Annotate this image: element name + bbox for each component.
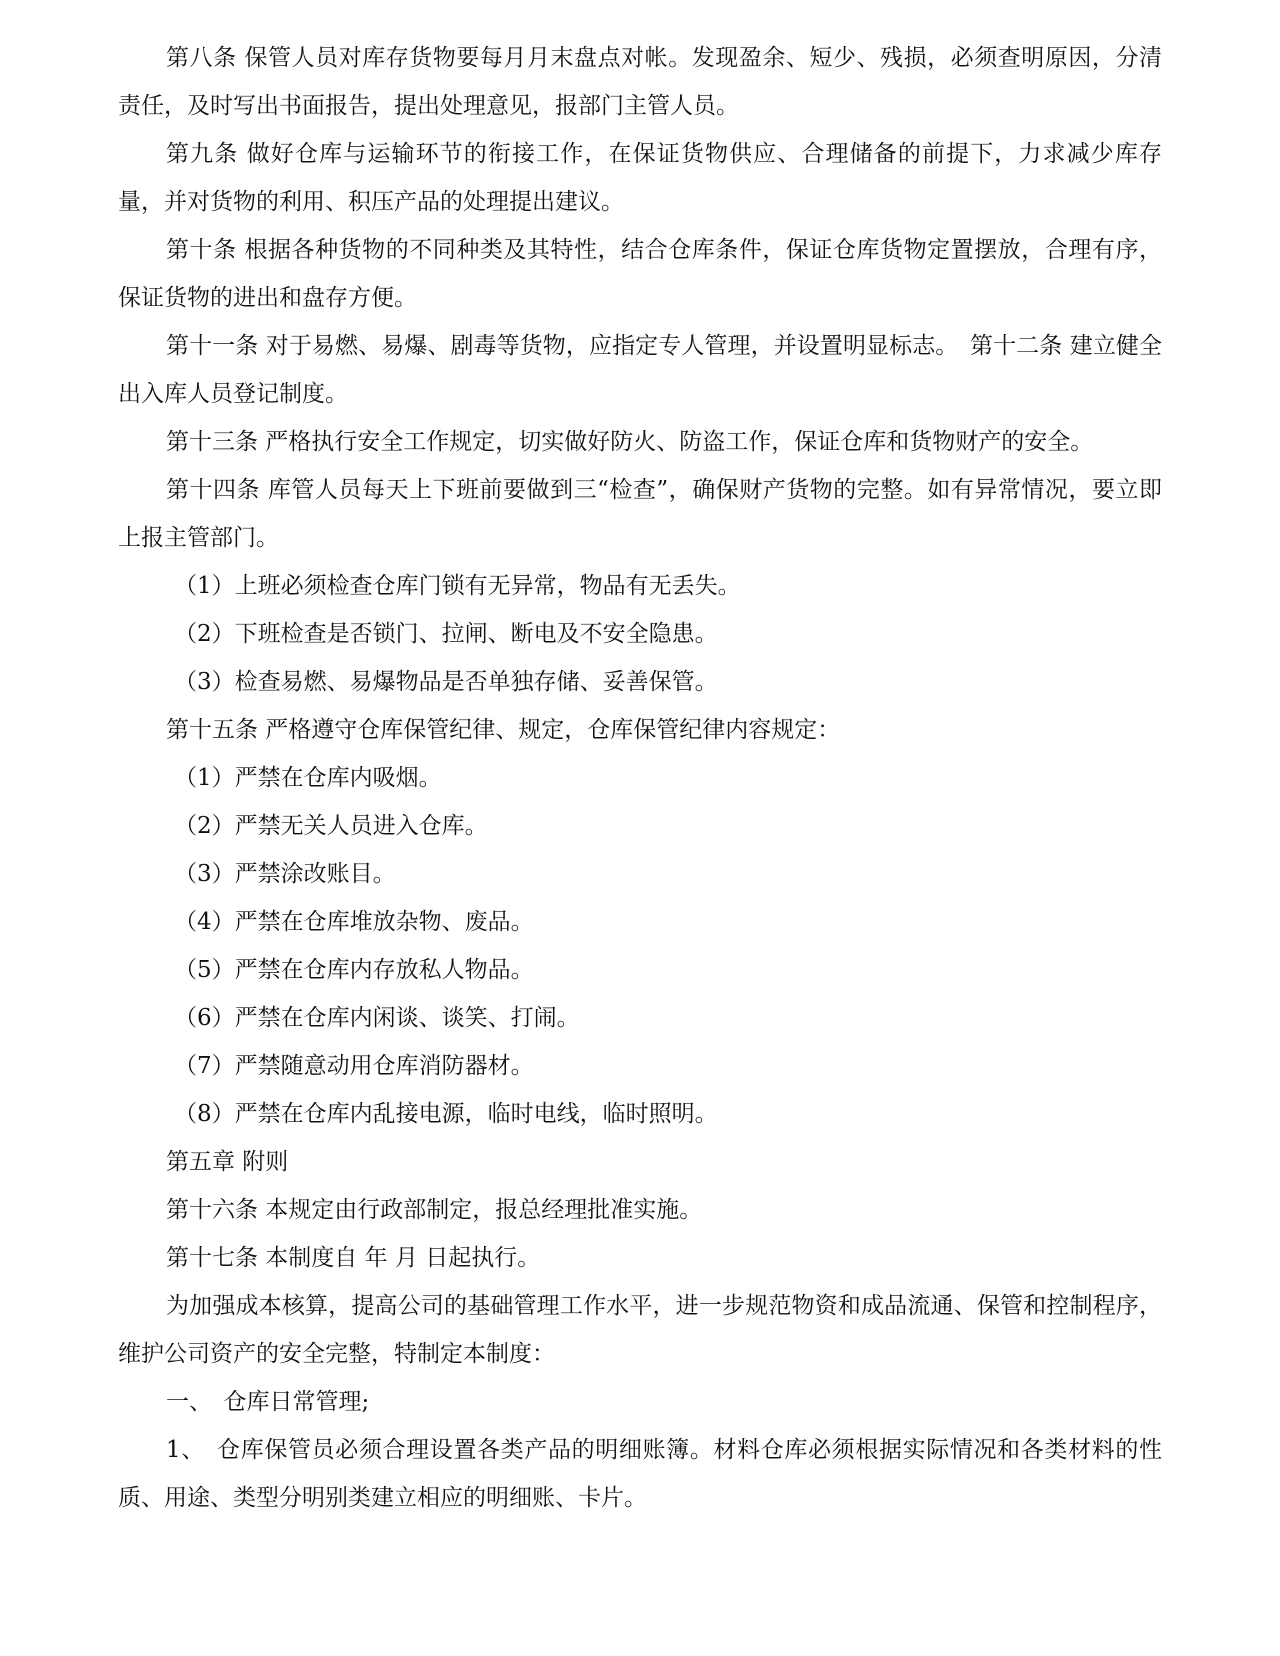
paragraph-article-17: 第十七条 本制度自 年 月 日起执行。 — [166, 1245, 541, 1271]
list-item-rule-1: （1）严禁在仓库内吸烟。 — [174, 765, 442, 791]
list-item-rule-4: （4）严禁在仓库堆放杂物、废品。 — [174, 909, 534, 935]
list-item-rule-7: （7）严禁随意动用仓库消防器材。 — [174, 1053, 534, 1079]
paragraph-article-16: 第十六条 本规定由行政部制定，报总经理批准实施。 — [166, 1197, 703, 1223]
list-item-check-3: （3）检查易燃、易爆物品是否单独存储、妥善保管。 — [174, 669, 718, 695]
paragraph-article-13: 第十三条 严格执行安全工作规定，切实做好防火、防盗工作，保证仓库和货物财产的安全。 — [166, 429, 1094, 455]
list-item-rule-3: （3）严禁涂改账目。 — [174, 861, 396, 887]
paragraph-intro: 为加强成本核算，提高公司的基础管理工作水平，进一步规范物资和成品流通、保管和控制程序，维护公司资产的安全完整，特制定本制度： — [118, 1293, 1162, 1367]
list-item-check-2: （2）下班检查是否锁门、拉闸、断电及不安全隐患。 — [174, 621, 718, 647]
paragraph-article-14: 第十四条 库管人员每天上下班前要做到三“检查”，确保财产货物的完整。如有异常情况，要立即上报主管部门。 — [118, 477, 1162, 551]
list-item-rule-2: （2）严禁无关人员进入仓库。 — [174, 813, 488, 839]
list-item-rule-5: （5）严禁在仓库内存放私人物品。 — [174, 957, 534, 983]
list-item-rule-8: （8）严禁在仓库内乱接电源，临时电线，临时照明。 — [174, 1101, 718, 1127]
list-item-check-1: （1）上班必须检查仓库门锁有无异常，物品有无丢失。 — [174, 573, 741, 599]
list-item-rule-6: （6）严禁在仓库内闲谈、谈笑、打闹。 — [174, 1005, 580, 1031]
paragraph-article-8: 第八条 保管人员对库存货物要每月月末盘点对帐。发现盈余、短少、残损，必须查明原因，分清责任，及时写出书面报告，提出处理意见，报部门主管人员。 — [118, 45, 1162, 119]
chapter-heading-5: 第五章 附则 — [166, 1149, 289, 1175]
paragraph-article-10: 第十条 根据各种货物的不同种类及其特性，结合仓库条件，保证仓库货物定置摆放，合理有序，保证货物的进出和盘存方便。 — [118, 237, 1162, 311]
paragraph-article-9: 第九条 做好仓库与运输环节的衔接工作，在保证货物供应、合理储备的前提下，力求减少库存量，并对货物的利用、积压产品的处理提出建议。 — [118, 141, 1162, 215]
section-heading-1: 一、 仓库日常管理; — [166, 1389, 370, 1415]
paragraph-article-15: 第十五条 严格遵守仓库保管纪律、规定，仓库保管纪律内容规定： — [166, 717, 841, 743]
paragraph-item-1: 1、 仓库保管员必须合理设置各类产品的明细账簿。材料仓库必须根据实际情况和各类材料的性质、用途、类型分明别类建立相应的明细账、卡片。 — [118, 1437, 1162, 1511]
paragraph-article-11-12: 第十一条 对于易燃、易爆、剧毒等货物，应指定专人管理，并设置明显标志。 第十二条 建立健全出入库人员登记制度。 — [118, 333, 1162, 407]
